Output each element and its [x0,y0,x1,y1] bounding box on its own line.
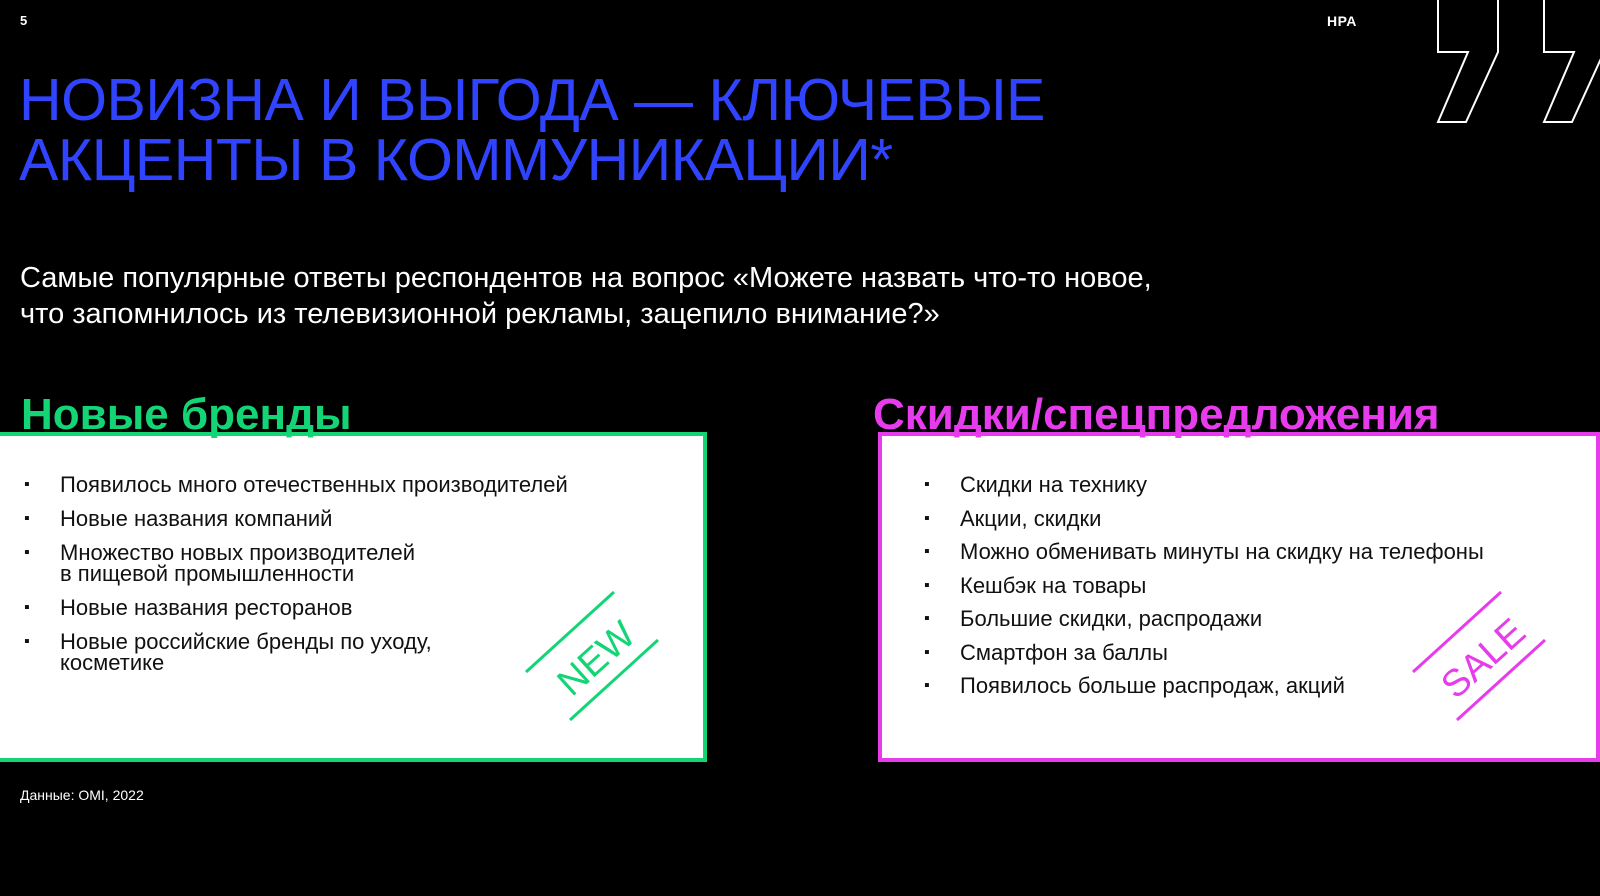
list-item [924,474,1564,495]
bullet-icon: ▪ [24,510,30,527]
sale-stamp-icon [1407,586,1557,726]
list-item-text: Появилось больше распродаж, акций [960,673,1345,698]
page-title [19,67,1045,193]
discounts-panel [878,432,1600,762]
bullet-icon: ▪ [924,677,930,694]
list-item-text-continued: косметике [60,650,165,675]
list-item-text: Кешбэк на товары [960,572,1147,598]
quote-mark-icon [1432,0,1600,126]
bullet-icon: ▪ [924,576,930,594]
list-item-text: Множество новых производителей [60,540,416,565]
page-title-line-1: НОВИЗНА И ВЫГОДА — КЛЮЧЕВЫЕ [19,67,1045,133]
page-title-line-2: АКЦЕНТЫ В КОММУНИКАЦИИ* [19,127,893,193]
list-item-text: Скидки на технику [960,472,1148,497]
new-stamp-icon [520,586,670,726]
bullet-icon: ▪ [24,544,30,561]
list-item-text: Новые российские бренды по уходу, [60,629,432,654]
survey-question-line-1: Самые популярные ответы респондентов на вопрос «Можете назвать что-то новое, [20,262,1152,294]
list-item-text: Новые названия ресторанов [60,595,353,620]
list-item-text: Можно обменивать минуты на скидку на телефоны [960,539,1484,564]
list-item [24,474,644,495]
list-item-text: Большие скидки, распродажи [960,606,1263,631]
discounts-heading: Скидки/спецпредложения [873,390,1440,439]
list-item-text: Акции, скидки [960,505,1102,531]
bullet-icon: ▪ [924,543,930,560]
list-item [924,541,1564,562]
survey-question [20,260,1152,332]
brand-logo: НРА [1327,13,1357,29]
survey-question-line-2: что запомнилось из телевизионной рекламы, зацепило внимание?» [20,298,940,330]
list-item-text-continued: в пищевой промышленности [60,561,355,586]
list-item-text: Новые названия компаний [60,506,333,531]
source-note: Данные: OMI, 2022 [20,787,144,803]
list-item [24,508,644,529]
list-item [24,542,644,584]
list-item-text: Появилось много отечественных производителей [60,472,568,497]
page-number: 5 [20,13,28,28]
list-item [924,505,1564,531]
bullet-icon: ▪ [24,476,30,493]
bullet-icon: ▪ [924,643,930,661]
bullet-icon: ▪ [924,610,930,627]
new-stamp-text: NEW [549,613,644,705]
sale-stamp-text: SALE [1433,610,1534,708]
bullet-icon: ▪ [24,599,30,616]
bullet-icon: ▪ [24,633,30,650]
bullet-icon: ▪ [924,509,930,527]
list-item-text: Смартфон за баллы [960,639,1168,665]
new-brands-heading: Новые бренды [21,390,352,439]
new-brands-panel [0,432,707,762]
bullet-icon: ▪ [924,476,930,493]
